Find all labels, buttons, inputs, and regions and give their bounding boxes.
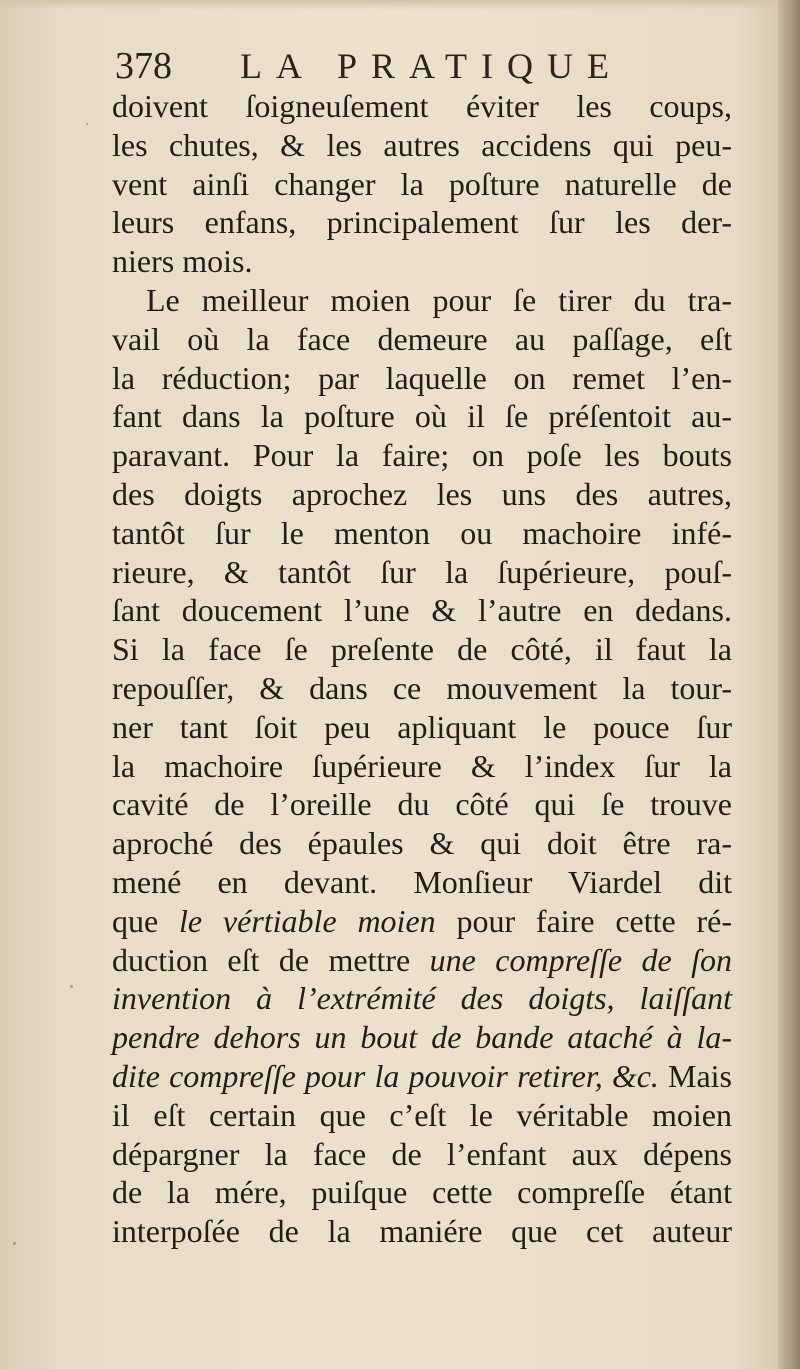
text-run: Si la face ſe preſente de côté, il faut la xyxy=(112,631,732,668)
text-line xyxy=(112,1173,732,1212)
text-line xyxy=(112,242,732,281)
text-line xyxy=(112,475,732,514)
text-line xyxy=(112,126,732,165)
text-run: fant dans la poſture où il ſe préſentoit au- xyxy=(112,398,732,435)
text-run: niers mois. xyxy=(112,243,253,280)
italic-text: dite compreſſe pour la pouvoir retirer, &c. xyxy=(112,1057,659,1094)
text-run: leurs enfans, principalement ſur les der- xyxy=(112,204,732,241)
text-line xyxy=(112,320,732,359)
italic-text: pendre dehors un bout de bande ataché à la- xyxy=(112,1019,732,1056)
text-line xyxy=(112,359,732,398)
text-run: Mais xyxy=(658,1057,733,1094)
text-run: Le meilleur moien pour ſe tirer du tra- xyxy=(146,281,732,318)
text-line xyxy=(112,397,732,436)
text-line xyxy=(112,941,732,980)
paper-speck xyxy=(86,123,88,125)
page-number: 378 xyxy=(115,45,172,87)
text-line xyxy=(112,281,732,320)
text-line xyxy=(112,979,732,1018)
text-line xyxy=(112,1096,732,1135)
text-line xyxy=(112,203,732,242)
text-run: dépargner la face de l’enfant aux dépens xyxy=(112,1135,732,1172)
running-title: LA PRATIQUE xyxy=(240,46,624,86)
text-line xyxy=(112,87,732,126)
text-line xyxy=(112,1135,732,1174)
text-run: la machoire ſupérieure & l’index ſur la xyxy=(112,747,732,784)
text-line xyxy=(112,1057,732,1096)
text-line xyxy=(112,669,732,708)
text-run: ſant doucement l’une & l’autre en dedans. xyxy=(112,592,732,629)
text-run: paravant. Pour la faire; on poſe les bouts xyxy=(112,437,732,474)
text-line xyxy=(112,165,732,204)
text-run: cavité de l’oreille du côté qui ſe trouve xyxy=(112,786,732,823)
text-line xyxy=(112,785,732,824)
text-line xyxy=(112,436,732,475)
text-run: de la mére, puiſque cette compreſſe étant xyxy=(112,1174,732,1211)
text-run: des doigts aprochez les uns des autres, xyxy=(112,475,732,512)
text-run: vail où la face demeure au paſſage, eſt xyxy=(112,320,732,357)
text-run: aproché des épaules & qui doit être ra- xyxy=(112,825,732,862)
text-run: tantôt ſur le menton ou machoire infé- xyxy=(112,514,732,551)
text-line xyxy=(112,747,732,786)
text-run: les chutes, & les autres accidens qui peu- xyxy=(112,126,732,163)
italic-text: invention à l’extrémité des doigts, laiſſant xyxy=(112,980,732,1017)
text-run: duction eſt de mettre xyxy=(112,941,430,978)
text-run: ner tant ſoit peu apliquant le pouce ſur xyxy=(112,708,732,745)
running-head xyxy=(115,42,735,90)
text-line xyxy=(112,514,732,553)
italic-text: le vértiable moien xyxy=(179,902,436,939)
paper-speck xyxy=(13,1242,16,1245)
text-run: rieure, & tantôt ſur la ſupérieure, pouſ- xyxy=(112,553,732,590)
text-run: repouſſer, & dans ce mouvement la tour- xyxy=(112,669,732,706)
text-run: pour faire cette ré- xyxy=(435,902,733,939)
text-run: interpoſée de la maniére que cet auteur xyxy=(112,1213,732,1250)
paper-speck xyxy=(70,985,73,988)
body-text xyxy=(112,87,732,1251)
text-run: doivent ſoigneuſement éviter les coups, xyxy=(112,88,732,124)
text-line xyxy=(112,1212,732,1251)
text-line xyxy=(112,1018,732,1057)
text-line xyxy=(112,902,732,941)
text-run: il eſt certain que c’eſt le véritable moien xyxy=(112,1096,732,1133)
text-line xyxy=(112,708,732,747)
text-line xyxy=(112,824,732,863)
text-run: vent ainſi changer la poſture naturelle de xyxy=(112,165,732,202)
text-run: mené en devant. Monſieur Viardel dit xyxy=(112,863,732,900)
text-run: que xyxy=(112,902,180,939)
text-run: la réduction; par laquelle on remet l’en- xyxy=(112,359,732,396)
italic-text: une compreſſe de ſon xyxy=(429,941,733,978)
page-gutter-shadow xyxy=(778,0,800,1369)
page-top-edge xyxy=(0,0,800,10)
text-line xyxy=(112,553,732,592)
text-line xyxy=(112,630,732,669)
text-line xyxy=(112,863,732,902)
text-line xyxy=(112,591,732,630)
